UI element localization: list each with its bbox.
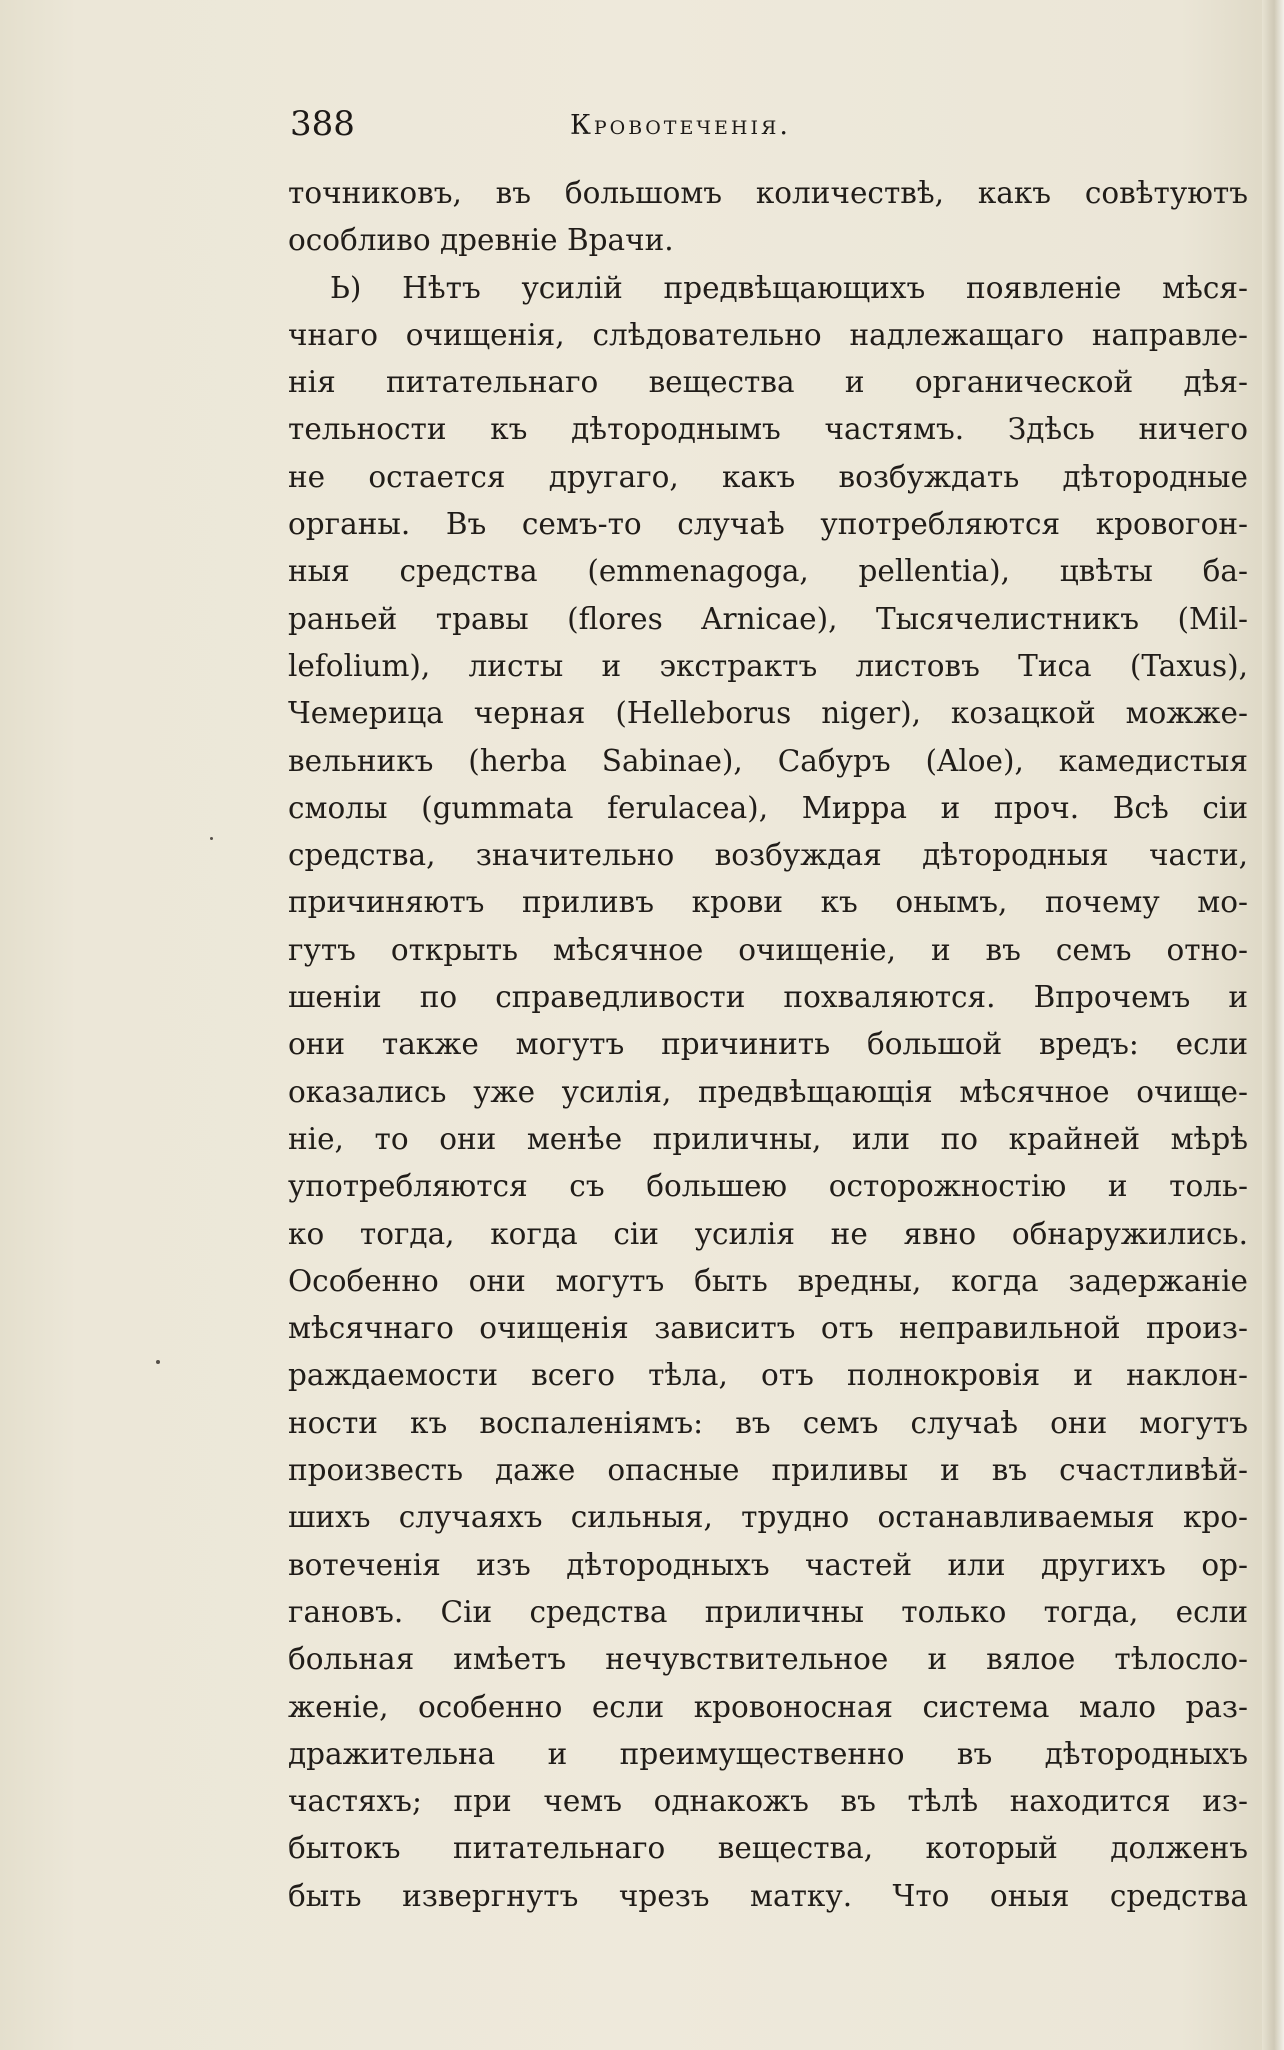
text-line: гутъ открыть мѣсячное очищеніе, и въ семъ отно- (288, 932, 1248, 967)
text-line: бытокъ питательнаго вещества, который долженъ (288, 1831, 1248, 1866)
ink-speck (156, 1360, 160, 1364)
text-line: Ь) Нѣтъ усилій предвѣщающихъ появленіе мѣся- (330, 270, 1248, 305)
page-header (290, 100, 1220, 148)
text-line: не остается другаго, какъ возбуждать дѣтородные (288, 459, 1248, 494)
text-line: нія питательнаго вещества и органической дѣя- (288, 365, 1248, 400)
text-line: Особенно они могутъ быть вредны, когда задержаніе (288, 1263, 1248, 1298)
text-line: причиняютъ приливъ крови къ онымъ, почему мо- (288, 885, 1248, 920)
text-line: точниковъ, въ большомъ количествѣ, какъ совѣтуютъ (288, 176, 1248, 210)
text-line: средства, значительно возбуждая дѣтородныя части, (288, 838, 1248, 873)
text-line: оказались уже усилія, предвѣщающія мѣсячное очище- (288, 1074, 1248, 1109)
text-line: особливо древніе Врачи. (288, 223, 674, 258)
text-line: мѣсячнаго очищенія зависитъ отъ неправильной произ- (288, 1311, 1248, 1346)
text-line: частяхъ; при чемъ однакожъ въ тѣлѣ находится из- (288, 1784, 1248, 1819)
text-line: раньей травы (flores Arnicae), Тысячелистникъ (Mil- (288, 601, 1248, 636)
text-line: женіе, особенно если кровоносная система мало раз- (288, 1689, 1248, 1724)
ink-speck (210, 837, 213, 840)
text-line: они также могутъ причинить большой вредъ: если (288, 1027, 1248, 1062)
text-line: шихъ случаяхъ сильныя, трудно останавливаемыя кро- (288, 1500, 1248, 1535)
text-line: гановъ. Сіи средства приличны только тогда, если (288, 1594, 1248, 1629)
text-line: дражительна и преимущественно въ дѣтородныхъ (288, 1736, 1248, 1771)
text-line: употребляются съ большею осторожностію и толь- (288, 1169, 1248, 1204)
page-number: 388 (290, 104, 355, 144)
text-line: lefolium), листы и экстрактъ листовъ Тиса (Taxus), (288, 648, 1248, 683)
text-line: быть извергнутъ чрезъ матку. Что оныя средства (288, 1878, 1248, 1913)
text-line: раждаемости всего тѣла, отъ полнокровія и наклон- (288, 1358, 1248, 1393)
text-line: произвесть даже опасные приливы и въ счастливѣй- (288, 1453, 1248, 1488)
text-line: вотеченія изъ дѣтородныхъ частей или другихъ ор- (288, 1547, 1248, 1582)
text-line: ныя средства (emmenagoga, pellentia), цвѣты ба- (288, 554, 1248, 589)
page-edge (1262, 0, 1284, 2050)
running-head: Кровотеченія. (570, 110, 791, 141)
body-text (288, 170, 1248, 1920)
text-line: Чемерица черная (Helleborus niger), козацкой можже- (288, 696, 1248, 731)
text-line: чнаго очищенія, слѣдовательно надлежащаго направле- (288, 317, 1248, 352)
text-line: органы. Въ семъ-то случаѣ употребляются кровогон- (288, 507, 1248, 542)
text-line: ности къ воспаленіямъ: въ семъ случаѣ они могутъ (288, 1405, 1248, 1440)
text-line: тельности къ дѣтороднымъ частямъ. Здѣсь ничего (288, 412, 1248, 447)
text-line: больная имѣетъ нечувствительное и вялое тѣлосло- (288, 1642, 1248, 1677)
text-line: ко тогда, когда сіи усилія не явно обнаружились. (288, 1216, 1248, 1251)
text-line: шеніи по справедливости похваляются. Впрочемъ и (288, 980, 1248, 1015)
text-line: ніе, то они менѣе приличны, или по крайней мѣрѣ (288, 1121, 1248, 1156)
text-line: смолы (gummata ferulacea), Мирра и проч. Всѣ сіи (288, 790, 1248, 825)
text-line: вельникъ (herba Sabinae), Сабуръ (Aloe), камедистыя (288, 743, 1248, 778)
